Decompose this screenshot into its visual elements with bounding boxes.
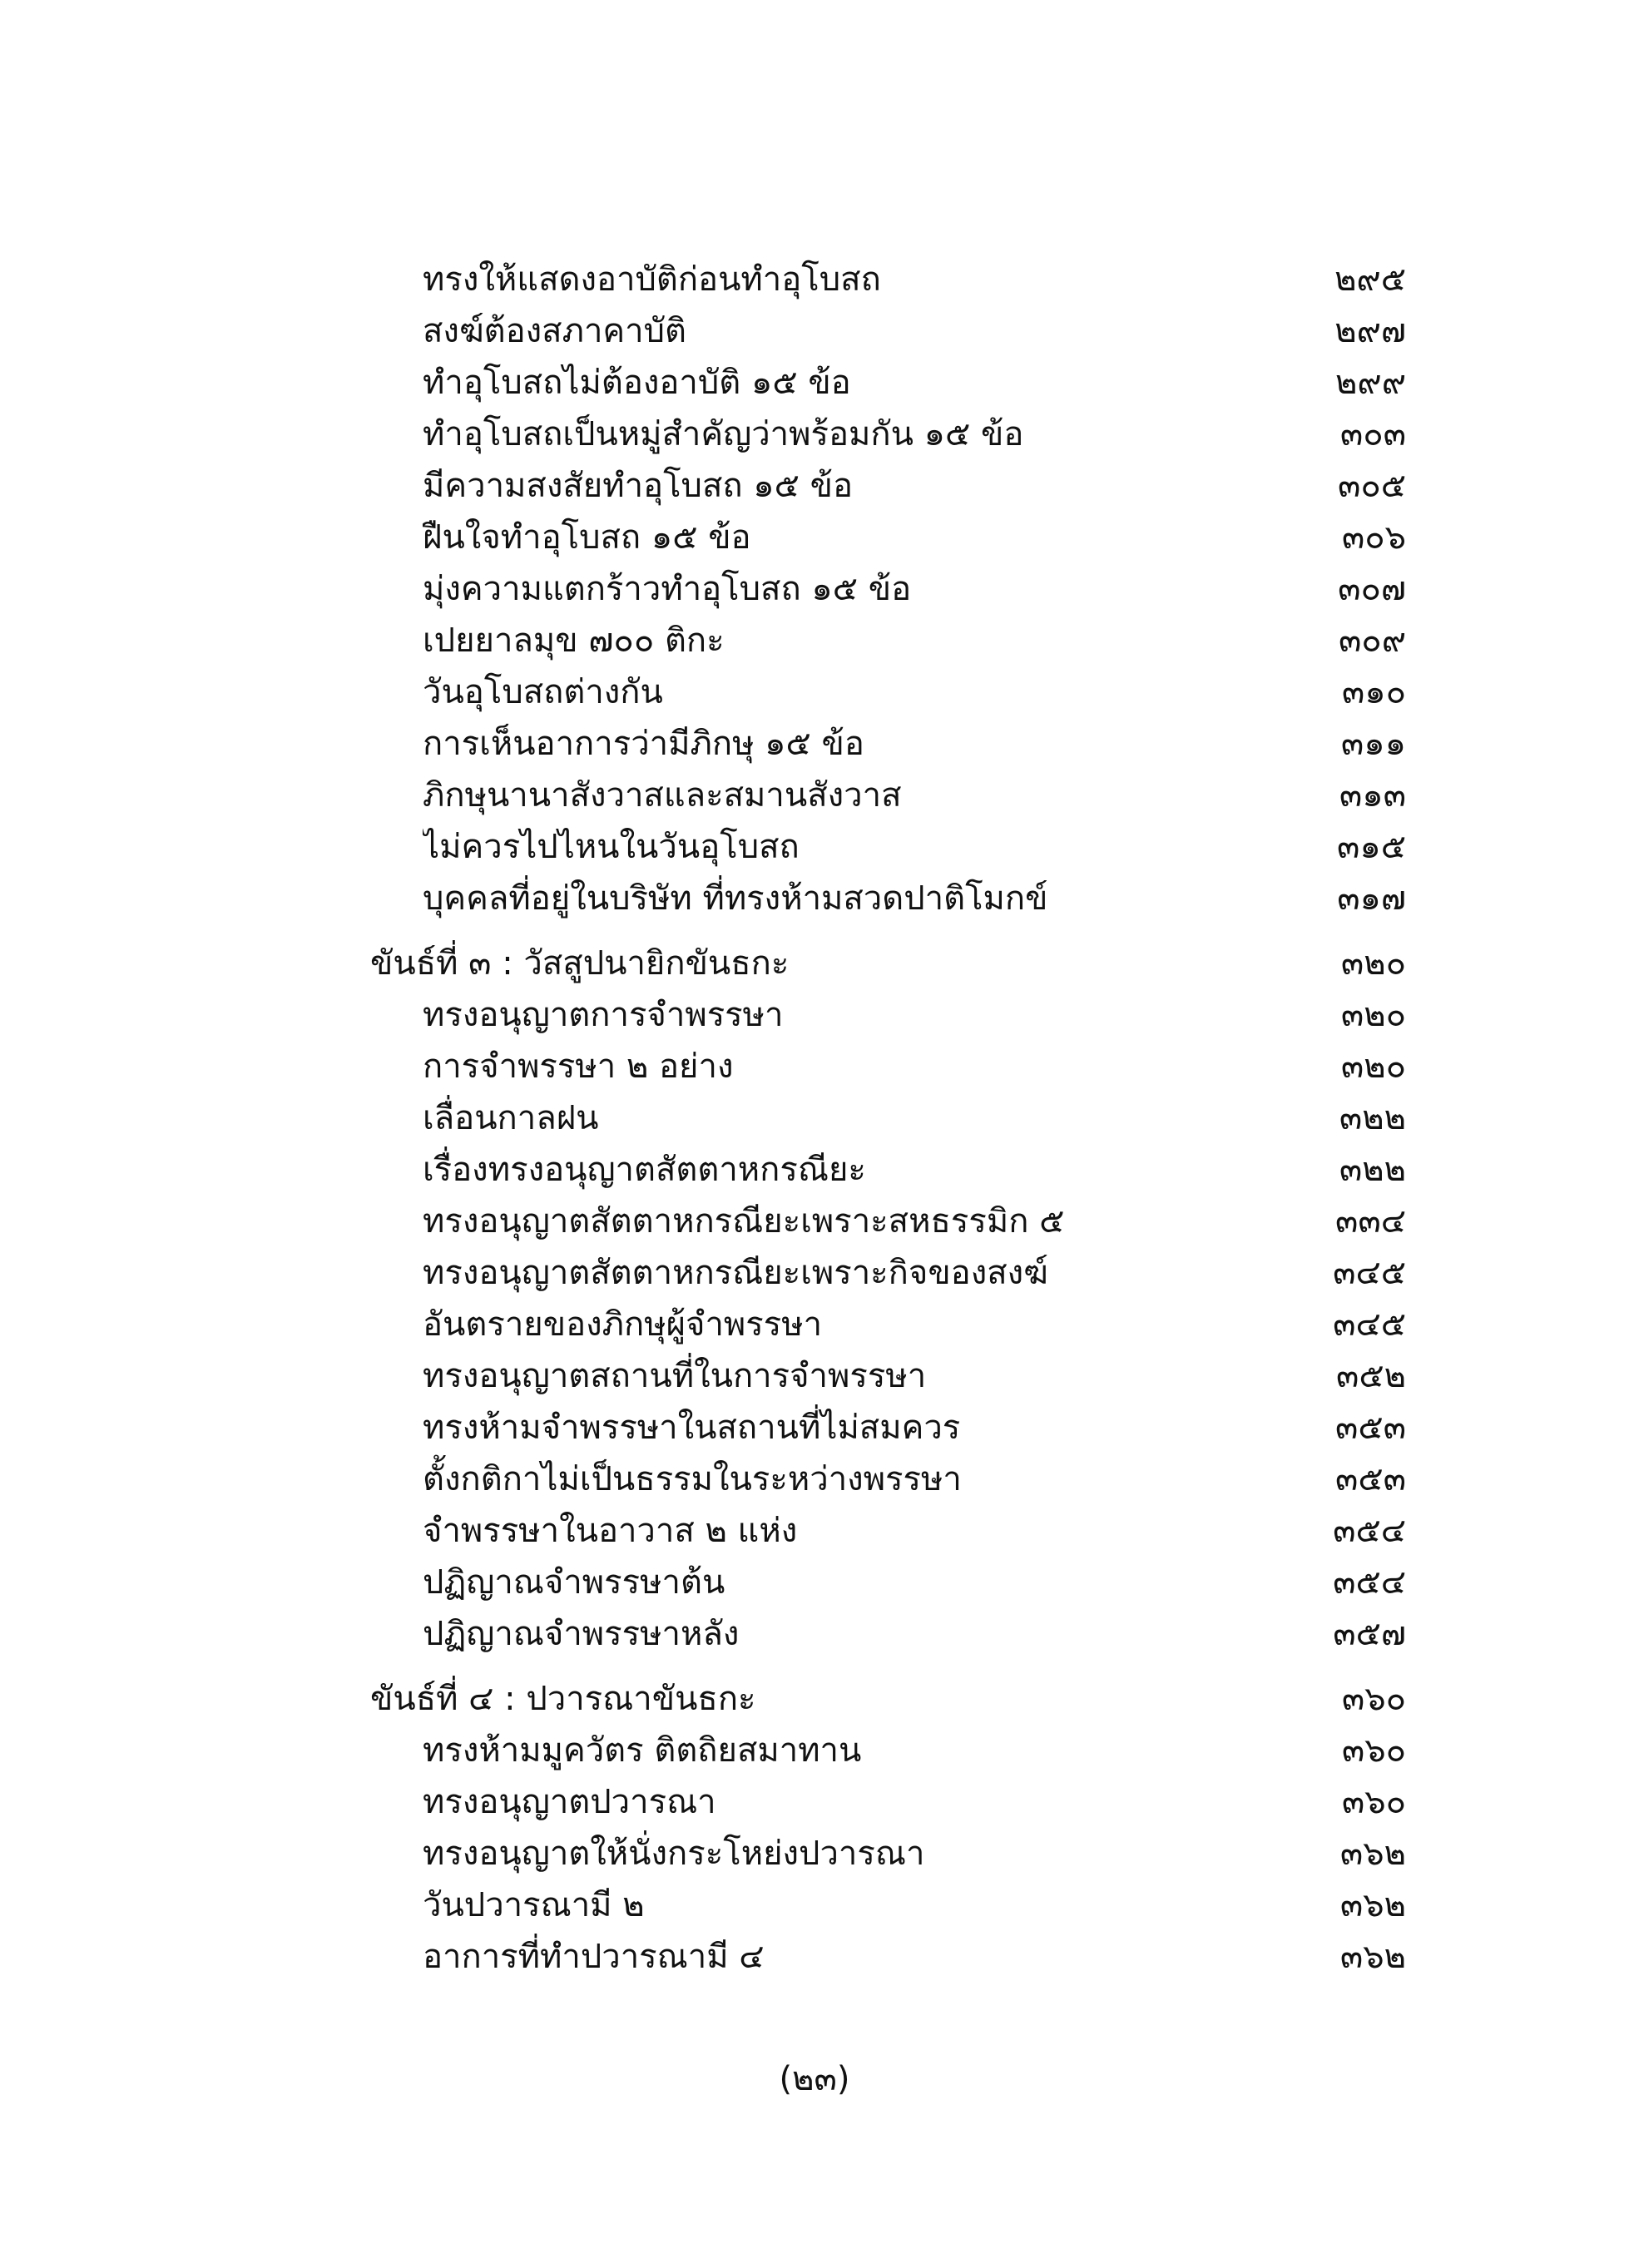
toc-page-number: ๓๑๓	[1339, 776, 1406, 815]
toc-entry	[370, 770, 1406, 821]
table-of-contents	[370, 254, 1406, 1983]
toc-page-number: ๓๕๓	[1335, 1409, 1406, 1447]
toc-entry	[370, 512, 1406, 563]
toc-page-number: ๓๓๔	[1335, 1202, 1406, 1240]
toc-page-number: ๓๖๐	[1341, 1783, 1406, 1821]
toc-entry	[370, 1505, 1406, 1557]
toc-entry-title: การจำพรรษา ๒ อย่าง	[423, 1047, 734, 1086]
toc-page-number: ๓๑๐	[1341, 673, 1406, 711]
toc-entry-title: สงฆ์ต้องสภาคาบัติ	[423, 312, 686, 350]
toc-entry	[370, 1608, 1406, 1660]
toc-page-number: ๓๔๕	[1333, 1254, 1406, 1292]
toc-entry	[370, 460, 1406, 512]
toc-entry	[370, 254, 1406, 305]
toc-page-number: ๒๙๙	[1335, 364, 1406, 402]
toc-entry-title: ภิกษุนานาสังวาสและสมานสังวาส	[423, 776, 902, 815]
toc-entry	[370, 666, 1406, 718]
toc-entry-title: ทรงห้ามมูควัตร ติตถิยสมาทาน	[423, 1731, 862, 1770]
toc-page-number: ๓๕๗	[1333, 1615, 1406, 1653]
toc-entry-title: ทรงอนุญาตสัตตาหกรณียะเพราะสหธรรมิก ๕	[423, 1202, 1065, 1240]
toc-entry-title: ทำอุโบสถไม่ต้องอาบัติ ๑๕ ข้อ	[423, 364, 851, 402]
toc-entry-title: บุคคลที่อยู่ในบริษัท ที่ทรงห้ามสวดปาติโมกข์	[423, 879, 1048, 918]
toc-section-title: ขันธ์ที่ ๓ : วัสสูปนายิกขันธกะ	[370, 944, 790, 983]
toc-page-number: ๓๒๒	[1339, 1099, 1406, 1137]
toc-entry-title: เลื่อนกาลฝน	[423, 1099, 599, 1137]
toc-entry-title: มีความสงสัยทำอุโบสถ ๑๕ ข้อ	[423, 467, 854, 505]
toc-page-number: ๓๒๐	[1340, 1047, 1406, 1086]
toc-section-header	[370, 938, 1406, 989]
toc-page-number: ๓๐๗	[1338, 570, 1406, 608]
toc-page-number: ๓๖๒	[1339, 1938, 1406, 1976]
toc-entry	[370, 1931, 1406, 1983]
toc-entry	[370, 1196, 1406, 1247]
toc-entry	[370, 821, 1406, 873]
toc-entry	[370, 409, 1406, 460]
toc-entry-title: ทรงให้แสดงอาบัติก่อนทำอุโบสถ	[423, 260, 881, 299]
toc-page-number: ๒๙๕	[1334, 260, 1406, 299]
toc-entry	[370, 1725, 1406, 1776]
toc-entry-title: ทรงอนุญาตสัตตาหกรณียะเพราะกิจของสงฆ์	[423, 1254, 1048, 1292]
toc-entry	[370, 1299, 1406, 1350]
toc-page-number: ๓๑๑	[1340, 725, 1406, 763]
toc-page-number: ๓๐๓	[1339, 415, 1406, 453]
toc-page-number: ๒๙๗	[1334, 312, 1406, 350]
toc-entry-title: ฝืนใจทำอุโบสถ ๑๕ ข้อ	[423, 518, 751, 557]
toc-entry	[370, 1879, 1406, 1931]
toc-entry	[370, 873, 1406, 924]
toc-entry	[370, 1092, 1406, 1144]
toc-page-number: ๓๔๕	[1333, 1305, 1406, 1344]
toc-page-number: ๓๕๔	[1333, 1512, 1406, 1550]
toc-page-number: ๓๑๗	[1337, 879, 1406, 918]
toc-entry	[370, 1402, 1406, 1453]
toc-entry-title: ทำอุโบสถเป็นหมู่สำคัญว่าพร้อมกัน ๑๕ ข้อ	[423, 415, 1024, 453]
page-number: (๒๓)	[779, 2060, 850, 2098]
toc-section-title: ขันธ์ที่ ๔ : ปวารณาขันธกะ	[370, 1680, 756, 1718]
toc-entry	[370, 1144, 1406, 1196]
toc-entry-title: ทรงห้ามจำพรรษาในสถานที่ไม่สมควร	[423, 1409, 961, 1447]
toc-page-number: ๓๐๙	[1338, 621, 1406, 660]
toc-entry-title: วันปวารณามี ๒	[423, 1886, 645, 1924]
toc-entry	[370, 615, 1406, 666]
toc-entry-title: วันอุโบสถต่างกัน	[423, 673, 663, 711]
toc-entry	[370, 1041, 1406, 1092]
toc-entry-title: ตั้งกติกาไม่เป็นธรรมในระหว่างพรรษา	[423, 1460, 962, 1498]
toc-page-number: ๓๖๐	[1341, 1680, 1406, 1718]
toc-entry	[370, 305, 1406, 357]
toc-page-number: ๓๒๐	[1340, 996, 1406, 1034]
toc-entry	[370, 989, 1406, 1041]
toc-page-number: ๓๖๐	[1341, 1731, 1406, 1770]
toc-section-header	[370, 1673, 1406, 1725]
toc-entry-title: ไม่ควรไปไหนในวันอุโบสถ	[423, 828, 800, 866]
toc-entry	[370, 1557, 1406, 1608]
toc-entry	[370, 1828, 1406, 1879]
toc-entry-title: ทรงอนุญาตการจำพรรษา	[423, 996, 784, 1034]
toc-entry-title: เปยยาลมุข ๗๐๐ ติกะ	[423, 621, 725, 660]
toc-page-number: ๓๕๔	[1333, 1563, 1406, 1602]
toc-page-number: ๓๑๕	[1336, 828, 1406, 866]
toc-entry-title: ทรงอนุญาตให้นั่งกระโหย่งปวารณา	[423, 1835, 925, 1873]
toc-page-number: ๓๐๕	[1337, 467, 1406, 505]
toc-entry	[370, 1776, 1406, 1828]
toc-entry-title: เรื่องทรงอนุญาตสัตตาหกรณียะ	[423, 1151, 866, 1189]
toc-page-number: ๓๕๓	[1335, 1460, 1406, 1498]
toc-entry	[370, 357, 1406, 409]
toc-entry-title: อันตรายของภิกษุผู้จำพรรษา	[423, 1305, 823, 1344]
toc-entry-title: ทรงอนุญาตสถานที่ในการจำพรรษา	[423, 1357, 927, 1395]
toc-page-number: ๓๒๐	[1340, 944, 1406, 983]
toc-entry-title: ทรงอนุญาตปวารณา	[423, 1783, 716, 1821]
toc-entry-title: อาการที่ทำปวารณามี ๔	[423, 1938, 765, 1976]
toc-entry	[370, 718, 1406, 770]
toc-entry-title: ปฏิญาณจำพรรษาต้น	[423, 1563, 725, 1602]
toc-entry-title: มุ่งความแตกร้าวทำอุโบสถ ๑๕ ข้อ	[423, 570, 912, 608]
toc-page-number: ๓๖๒	[1339, 1886, 1406, 1924]
toc-entry-title: ปฏิญาณจำพรรษาหลัง	[423, 1615, 740, 1653]
toc-entry	[370, 1247, 1406, 1299]
toc-entry-title: จำพรรษาในอาวาส ๒ แห่ง	[423, 1512, 798, 1550]
toc-entry	[370, 563, 1406, 615]
toc-entry	[370, 1350, 1406, 1402]
toc-page-number: ๓๖๒	[1339, 1835, 1406, 1873]
toc-entry	[370, 1453, 1406, 1505]
toc-page-number: ๓๒๒	[1339, 1151, 1406, 1189]
toc-page-number: ๓๕๒	[1336, 1357, 1406, 1395]
toc-entry-title: การเห็นอาการว่ามีภิกษุ ๑๕ ข้อ	[423, 725, 864, 763]
toc-page-number: ๓๐๖	[1341, 518, 1406, 557]
